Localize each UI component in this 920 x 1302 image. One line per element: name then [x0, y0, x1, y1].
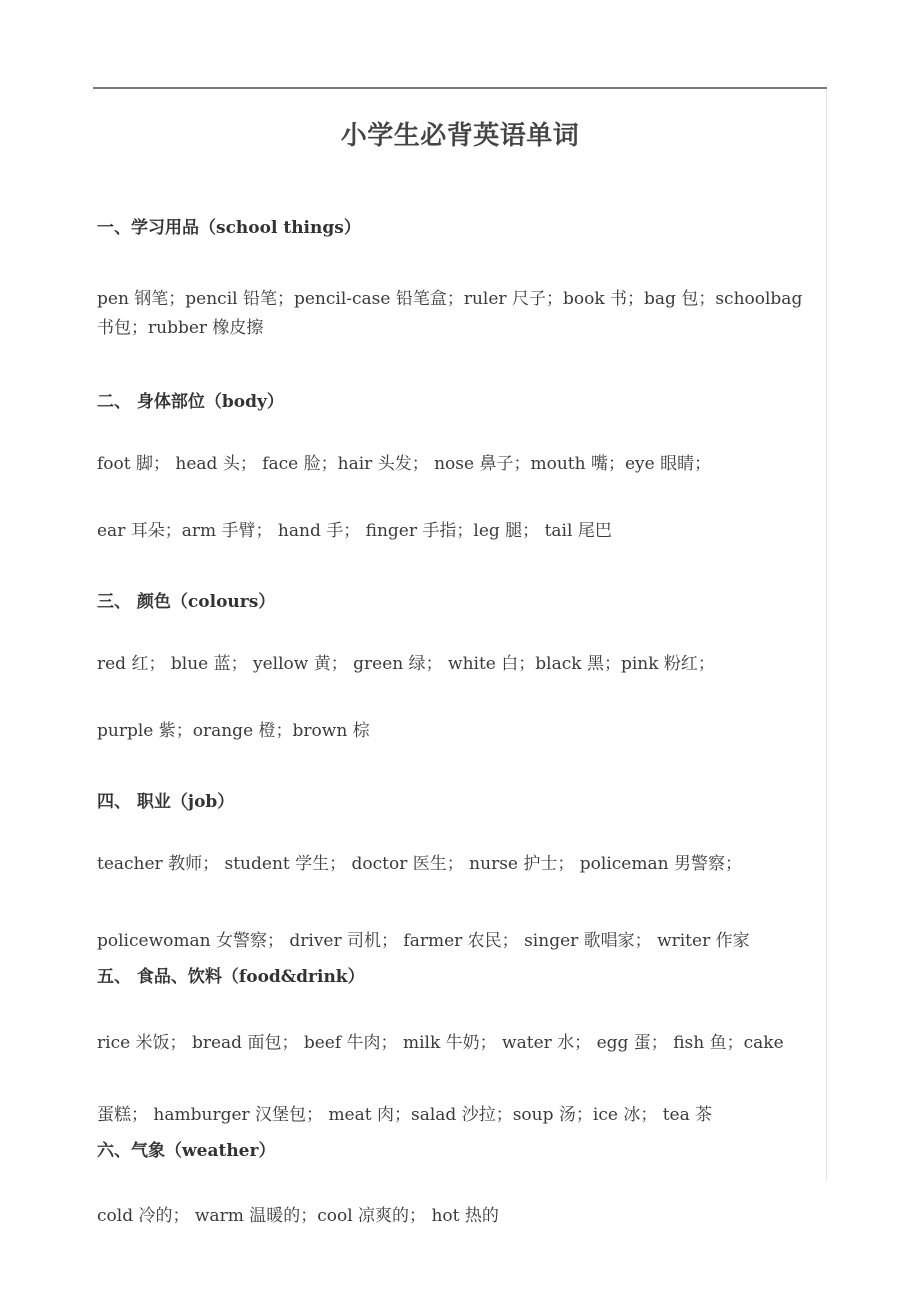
section-heading-weather: 六、气象（weather）: [97, 1141, 276, 1161]
section-line-job-1: teacher 教师； student 学生； doctor 医生； nurse 护士； policeman 男警察；: [97, 854, 742, 874]
section-line-colours-1: red 红； blue 蓝； yellow 黄； green 绿； white 白；black 黑；pink 粉红；: [97, 654, 715, 674]
page-title: 小学生必背英语单词: [340, 121, 580, 151]
section-line-job-2: policewoman 女警察； driver 司机； farmer 农民； singer 歌唱家； writer 作家: [97, 931, 750, 951]
section-line-body-1: foot 脚； head 头； face 脸；hair 头发； nose 鼻子；mouth 嘴；eye 眼睛；: [97, 454, 712, 474]
section-line-colours-2: purple 紫；orange 橙；brown 棕: [97, 721, 370, 741]
right-margin-line: [826, 89, 827, 1181]
section-heading-body: 二、 身体部位（body）: [97, 392, 284, 412]
section-heading-food-drink: 五、 食品、饮料（food&drink）: [97, 967, 365, 987]
section-line-food-drink-2: 蛋糕； hamburger 汉堡包； meat 肉；salad 沙拉；soup 汤；ice 冰； tea 茶: [97, 1105, 713, 1125]
section-heading-job: 四、 职业（job）: [97, 792, 235, 812]
section-line-weather-1: cold 冷的； warm 温暖的；cool 凉爽的； hot 热的: [97, 1206, 499, 1226]
section-line-food-drink-1: rice 米饭； bread 面包； beef 牛肉； milk 牛奶； water 水； egg 蛋； fish 鱼；cake: [97, 1033, 784, 1053]
section-line-body-2: ear 耳朵；arm 手臂； hand 手； finger 手指；leg 腿； tail 尾巴: [97, 521, 612, 541]
section-heading-school-things: 一、学习用品（school things）: [97, 218, 361, 238]
top-divider: [93, 87, 827, 89]
section-heading-colours: 三、 颜色（colours）: [97, 592, 276, 612]
section-line-school-things-1: pen 钢笔；pencil 铅笔；pencil-case 铅笔盒；ruler 尺子；book 书；bag 包；schoolbag 书包；rubber 橡皮擦: [97, 289, 803, 338]
